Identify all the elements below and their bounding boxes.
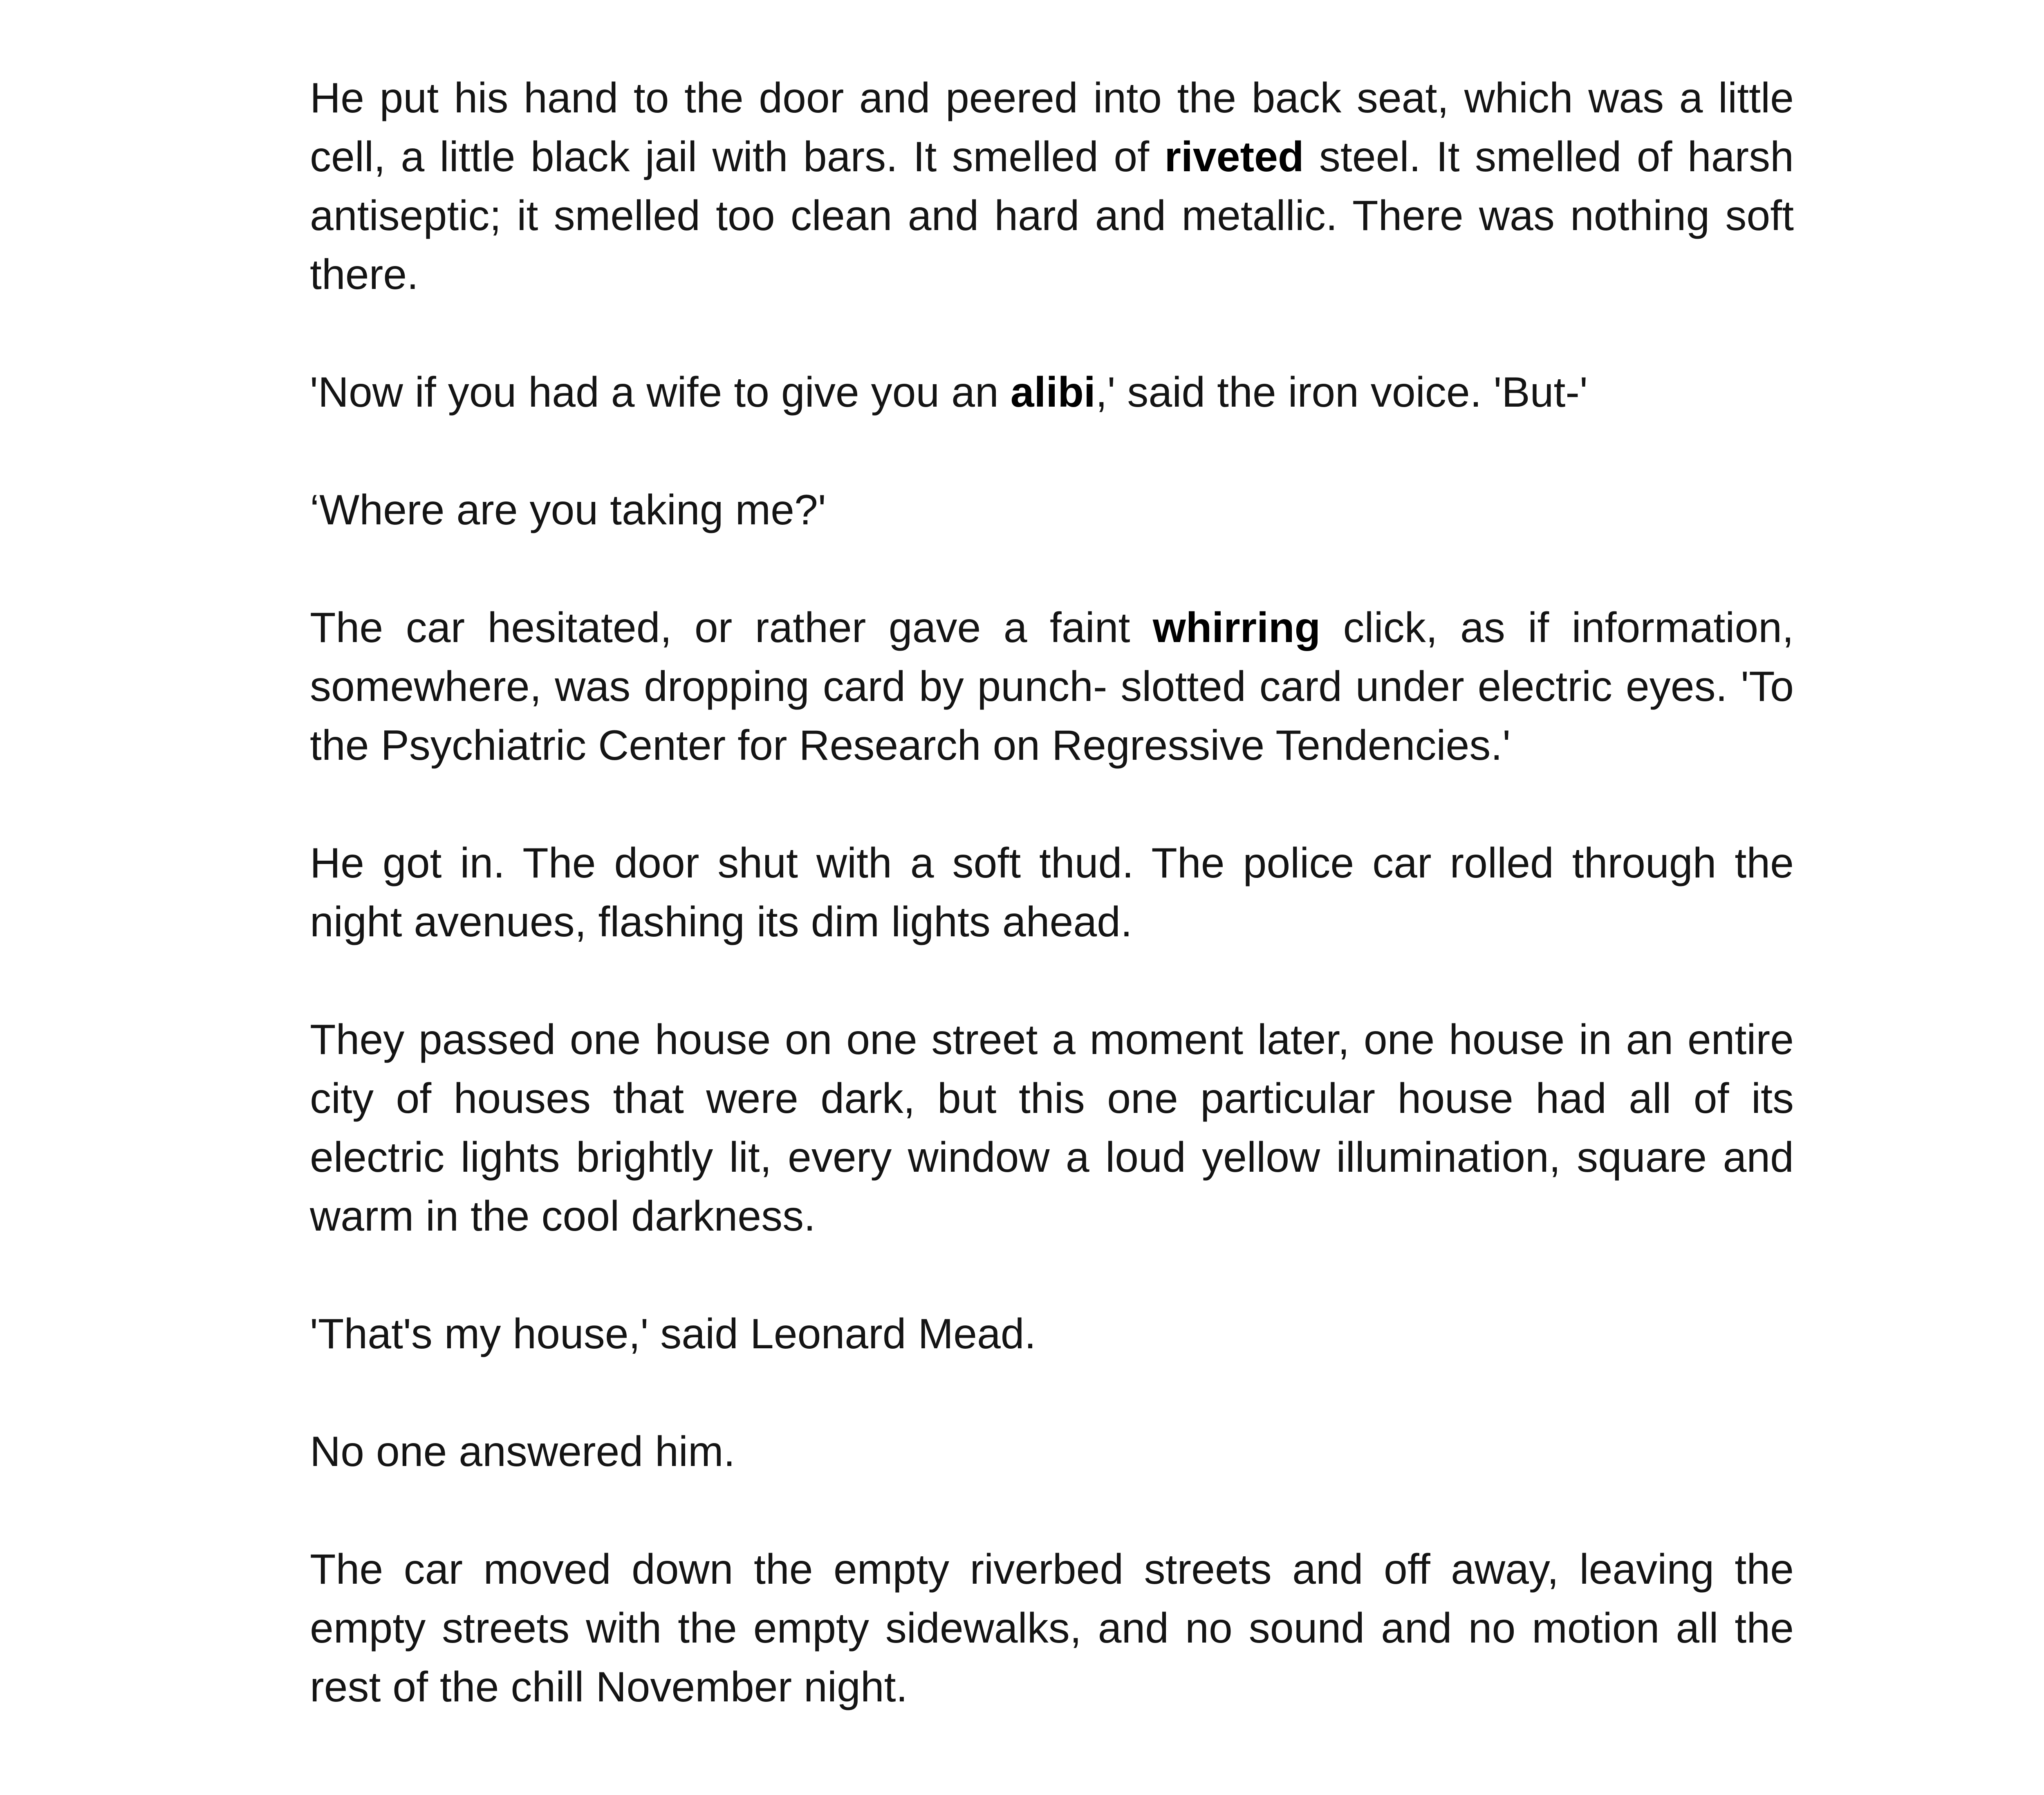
text-segment: They passed one house on one street a moment later, one house in an entire city of houses that were dark, but this one particular house had all of its electric lights brightly lit, every window a loud yellow illumination, square and warm in the cool darkness. <box>310 1016 1794 1240</box>
vocab-word-riveted: riveted <box>1164 133 1304 181</box>
text-segment: He got in. The door shut with a soft thud. The police car rolled through the night avenues, flashing its dim lights ahead. <box>310 839 1794 946</box>
text-segment: 'Now if you had a wife to give you an <box>310 369 1011 416</box>
paragraph-where-taking <box>310 481 1794 539</box>
paragraph-car-hesitated <box>310 598 1794 775</box>
vocab-word-alibi: alibi <box>1010 369 1096 416</box>
text-segment: ‘Where are you taking me?' <box>310 486 826 534</box>
paragraph-no-one-answered <box>310 1422 1794 1481</box>
paragraph-got-in <box>310 834 1794 951</box>
paragraph-my-house <box>310 1305 1794 1363</box>
text-segment: The car moved down the empty riverbed streets and off away, leaving the empty streets with the empty sidewalks, and no sound and no motion all the rest of the chill November night. <box>310 1546 1794 1711</box>
paragraph-car-moved <box>310 1540 1794 1717</box>
text-segment: steel. It smelled of harsh antiseptic; it smelled too clean and hard and metallic. There was nothing soft there. <box>310 133 1794 298</box>
text-segment: He put his hand to the door and peered into the back seat, which was a little cell, a little black jail with bars. It smelled of <box>310 74 1794 181</box>
text-segment: ,' said the iron voice. 'But-' <box>1095 369 1588 416</box>
text-segment: 'That's my house,' said Leonard Mead. <box>310 1310 1036 1358</box>
story-text-page <box>310 69 1794 1717</box>
paragraph-back-seat <box>310 69 1794 304</box>
paragraph-passed-house <box>310 1010 1794 1246</box>
vocab-word-whirring: whirring <box>1152 604 1321 651</box>
text-segment: No one answered him. <box>310 1428 735 1475</box>
paragraph-alibi <box>310 363 1794 422</box>
text-segment: The car hesitated, or rather gave a faint <box>310 604 1153 651</box>
text-segment: click, as if information, somewhere, was dropping card by punch- slotted card under electric eyes. 'To the Psychiatric Center for Research on Regressive Tendencies.' <box>310 604 1794 769</box>
